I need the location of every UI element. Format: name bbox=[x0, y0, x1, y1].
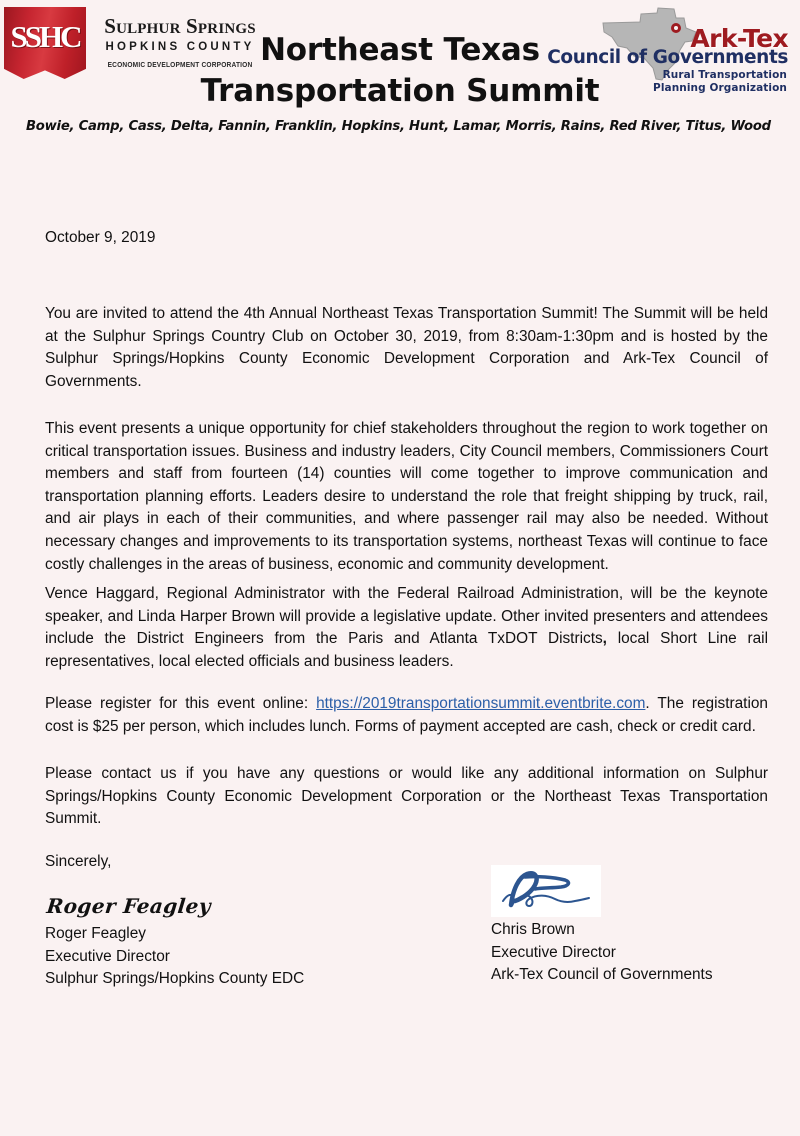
ark-tex-council-of-governments-logo bbox=[547, 4, 790, 98]
paragraph-speakers-part2: local Short Line rail representatives, local elected officials and business leaders. bbox=[45, 630, 768, 670]
signature-roger-feagley: Roger Feagley bbox=[45, 894, 213, 918]
signer-name-left: Roger Feagley bbox=[45, 925, 146, 942]
signer-name-right: Chris Brown bbox=[491, 921, 575, 938]
registration-link[interactable]: https://2019transportationsummit.eventbrite.com bbox=[316, 695, 646, 712]
paragraph-contact: Please contact us if you have any questions or would like any additional information on Sulphur Springs/Hopkins County Economic Development Corporation or the Northeast Texas Transportation Summit. bbox=[45, 765, 768, 828]
page-title-line2: Transportation Summit bbox=[200, 73, 600, 110]
arktex-logo-subtitle2: Planning Organization bbox=[653, 82, 787, 94]
page-title-line1: Northeast Texas bbox=[260, 32, 540, 68]
paragraph-registration bbox=[45, 693, 768, 738]
paragraph-speakers bbox=[45, 583, 768, 673]
signer-title-right: Executive Director bbox=[491, 943, 616, 961]
edc-wordmark-line2: HOPKINS COUNTY bbox=[105, 41, 255, 53]
sulphur-springs-edc-logo bbox=[4, 7, 86, 79]
signature-chris-brown bbox=[491, 865, 601, 917]
paragraph-event-description: This event presents a unique opportunity for chief stakeholders throughout the region to work together on critical transportation issues. Business and industry leaders, City Council members, Commissioners Court members and staff from fourteen (14) counties will come together to improve communication and transportation planning efforts. Leaders desire to understand the role that freight shipping by truck, rail, and air plays in each of their communities, and where passenger rail may also be needed. Without necessary changes and improvements to its transportation systems, northeast Texas will continue to face costly challenges in the areas of business, economic and community development. bbox=[45, 420, 768, 573]
signature-block-right bbox=[491, 865, 791, 987]
registration-text-before-link: Please register for this event online: bbox=[45, 695, 317, 712]
counties-list: Bowie, Camp, Cass, Delta, Fannin, Franklin, Hopkins, Hunt, Lamar, Morris, Rains, Red River, Titus, Wood bbox=[26, 119, 771, 134]
letter-closing: Sincerely, bbox=[45, 853, 112, 870]
signature-block-left bbox=[45, 893, 385, 991]
sshc-monogram: SSHC bbox=[10, 19, 80, 54]
paragraph-speakers-part1: Vence Haggard, Regional Administrator with the Federal Railroad Administration, will be the keynote speaker, and Linda Harper Brown will provide a legislative update. Other invited presenters and attendees include the District Engineers from the Paris and Atlanta TxDOT Districts bbox=[45, 585, 768, 648]
edc-wordmark-line3: ECONOMIC DEVELOPMENT CORPORATION bbox=[107, 59, 253, 69]
edc-wordmark-line1: Sulphur Springs bbox=[104, 14, 256, 38]
signer-title-left: Executive Director bbox=[45, 947, 170, 965]
arktex-logo-subtitle1: Rural Transportation bbox=[662, 69, 787, 81]
arktex-logo-name: Ark-Tex bbox=[690, 24, 788, 53]
letter-date: October 9, 2019 bbox=[45, 229, 156, 246]
signer-org-right: Ark-Tex Council of Governments bbox=[491, 966, 713, 984]
document-header bbox=[0, 0, 800, 152]
arktex-logo-org: Council of Governments bbox=[547, 47, 788, 68]
registration-text-after-link: . The registration cost is $25 per person, which includes lunch. Forms of payment accepted are cash, check or credit card. bbox=[45, 695, 768, 735]
signature-scrawl-icon bbox=[491, 865, 601, 917]
page-title bbox=[185, 30, 615, 112]
signer-org-left: Sulphur Springs/Hopkins County EDC bbox=[45, 970, 305, 988]
paragraph-invitation: You are invited to attend the 4th Annual Northeast Texas Transportation Summit! The Summit will be held at the Sulphur Springs Country Club on October 30, 2019, from 8:30am-1:30pm and is hosted by the Sulphur Springs/Hopkins County Economic Development Corporation and Ark-Tex Council of Governments. bbox=[45, 305, 768, 390]
paragraph-speakers-comma: , bbox=[602, 630, 607, 648]
